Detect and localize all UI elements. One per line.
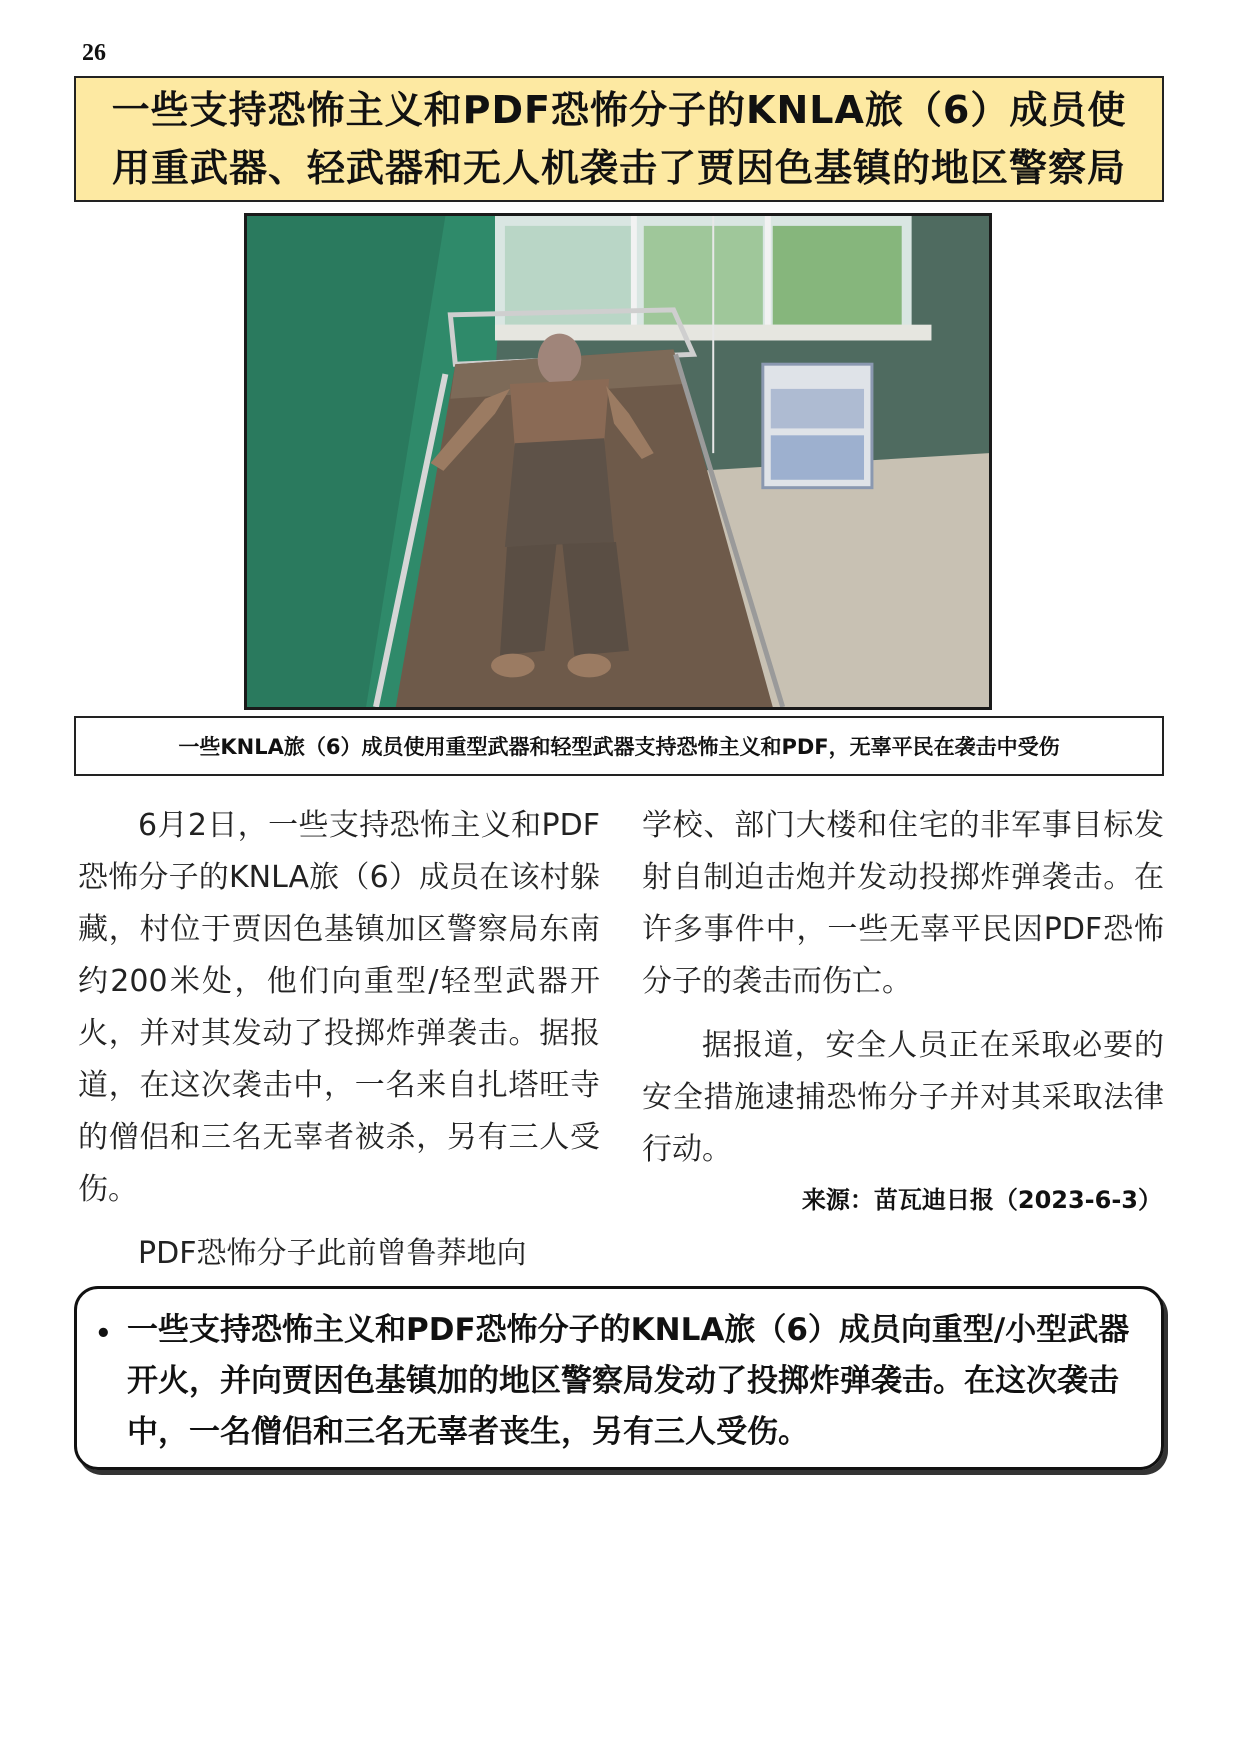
headline: 一些支持恐怖主义和PDF恐怖分子的KNLA旅（6）成员使用重武器、轻武器和无人机袭击了贾因色基镇的地区警察局 <box>111 88 1127 190</box>
article-paragraph-2: PDF恐怖分子此前曾鲁莽地向 <box>138 1236 527 1271</box>
summary-text: 一些支持恐怖主义和PDF恐怖分子的KNLA旅（6）成员向重型/小型武器开火，并向贾因色基镇加的地区警察局发动了投掷炸弹袭击。在这次袭击中，一名僧侣和三名无辜者丧生，另有三人受伤。 <box>127 1312 1130 1450</box>
article-source: 来源：苗瓦迪日报（2023-6-3） <box>801 1186 1162 1214</box>
photo-caption-box <box>74 716 1164 776</box>
article-right-column <box>642 800 1164 1188</box>
article-paragraph-1: 6月2日，一些支持恐怖主义和PDF恐怖分子的KNLA旅（6）成员在该村躲藏，村位于贾因色基镇加区警察局东南约200米处，他们向重型/轻型武器开火，并对其发动了投掷炸弹袭击。据报道，在这次袭击中，一名来自扎塔旺寺的僧侣和三名无辜者被杀，另有三人受伤。 <box>78 808 600 1207</box>
news-photo <box>244 213 992 710</box>
injured-patient-photo <box>247 216 989 707</box>
bullet-point: • <box>95 1319 112 1349</box>
page-number: 26 <box>82 40 106 66</box>
article-paragraph-3: 据报道，安全人员正在采取必要的安全措施逮捕恐怖分子并对其采取法律行动。 <box>642 1028 1164 1167</box>
photo-caption: 一些KNLA旅（6）成员使用重型武器和轻型武器支持恐怖主义和PDF，无辜平民在袭击中受伤 <box>178 735 1060 759</box>
article-paragraph-2-continued: 学校、部门大楼和住宅的非军事目标发射自制迫击炮并发动投掷炸弹袭击。在许多事件中，一些无辜平民因PDF恐怖分子的袭击而伤亡。 <box>642 808 1164 999</box>
headline-box <box>74 76 1164 202</box>
summary-box <box>74 1286 1164 1470</box>
article-left-column <box>78 800 600 1292</box>
